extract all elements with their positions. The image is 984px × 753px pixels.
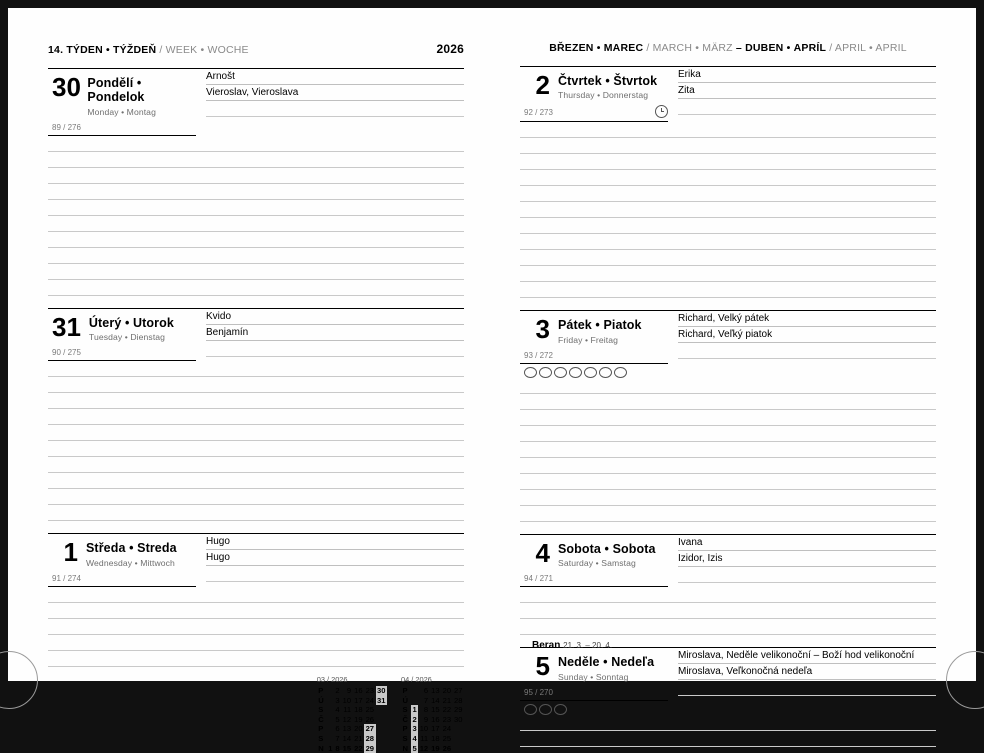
weekday-label: Č (401, 715, 411, 725)
note-line[interactable] (206, 566, 464, 582)
note-line[interactable] (48, 152, 464, 168)
note-line[interactable] (48, 473, 464, 489)
day-name-cz: Úterý • Utorok (89, 316, 174, 330)
month-2-sk: APRÍL (794, 42, 827, 54)
weekday-label: N (317, 744, 327, 753)
right-page-header (520, 42, 936, 54)
week-number-en: WEEK (166, 44, 198, 56)
note-line[interactable] (520, 250, 936, 266)
day-name-en: Thursday • Donnerstag (558, 90, 657, 100)
day-number-column (48, 309, 196, 361)
note-line[interactable] (678, 343, 936, 359)
mini-calendar-april (401, 675, 464, 753)
weekday-label: S (401, 705, 411, 715)
mini-calendar-march (317, 675, 387, 753)
weekday-label: S (401, 734, 411, 744)
note-line[interactable] (48, 457, 464, 473)
nameday-column (196, 534, 464, 586)
nameday-column (196, 309, 464, 361)
note-line[interactable] (48, 248, 464, 264)
note-lines[interactable] (520, 378, 936, 522)
day-of-year-rule (48, 135, 196, 136)
month-1-de: MÄRZ (702, 42, 733, 54)
planner-spread (8, 8, 976, 681)
day-name-cz: Čtvrtek • Štvrtok (558, 74, 657, 88)
note-line[interactable] (48, 264, 464, 280)
mini-row: P 3 10 17 24 (401, 724, 464, 734)
month-1-sk: MAREC (604, 42, 644, 54)
nameday-cz: Arnošt (206, 69, 464, 85)
day-number: 5 (520, 648, 558, 679)
note-line[interactable] (520, 154, 936, 170)
week-number-sk: TÝŽDEŇ (113, 44, 156, 56)
weekday-label: Ú (401, 696, 411, 706)
mini-row: S 4 11 18 25 (401, 734, 464, 744)
note-line[interactable] (520, 170, 936, 186)
note-line[interactable] (520, 234, 936, 250)
weekday-label: P (317, 686, 327, 696)
note-lines[interactable] (520, 122, 936, 298)
week-number-cz: 14. TÝDEN (48, 44, 103, 56)
moon-phase-icon (524, 704, 537, 715)
note-line[interactable] (520, 410, 936, 426)
nameday-cz: Hugo (206, 534, 464, 550)
day-of-year-rule (48, 586, 196, 587)
moon-phase-icon (539, 367, 552, 378)
nameday-sk: Miroslava, Veľkonočná nedeľa (678, 664, 936, 680)
mini-calendar-table (317, 686, 387, 753)
note-line[interactable] (48, 216, 464, 232)
day-block-saturday (520, 534, 936, 635)
mini-row: P 2 9 16 23 30 (317, 686, 387, 696)
header-separator-4: • (869, 42, 873, 54)
day-name-en: Saturday • Samstag (558, 558, 656, 568)
mini-row: S 4 11 18 25 (317, 705, 387, 715)
month-2-cz: DUBEN (745, 42, 783, 54)
day-of-year: 94 / 271 (520, 574, 668, 583)
day-name-en: Friday • Freitag (558, 335, 642, 345)
day-name-en: Monday • Montag (87, 107, 196, 117)
note-line[interactable] (678, 99, 936, 115)
header-separator: • (597, 42, 601, 54)
note-line[interactable] (48, 136, 464, 152)
note-line[interactable] (48, 603, 464, 619)
note-line[interactable] (520, 458, 936, 474)
note-line[interactable] (48, 635, 464, 651)
month-range-dash: – (736, 42, 742, 54)
clock-icon (655, 105, 668, 118)
note-line[interactable] (520, 282, 936, 298)
mini-calendar-caption: 03 / 2026 (317, 675, 387, 685)
mini-row: P 6 13 20 27 (317, 724, 387, 734)
note-line[interactable] (678, 680, 936, 696)
nameday-sk: Benjamín (206, 325, 464, 341)
day-number: 31 (48, 309, 89, 340)
day-name-cz: Pondělí • Pondelok (87, 76, 196, 105)
moon-phase-icon (539, 704, 552, 715)
left-page (8, 8, 492, 681)
month-2-de: APRIL (875, 42, 906, 54)
note-lines[interactable] (520, 587, 936, 635)
page-corner-arc (0, 651, 38, 709)
mini-row: P 6 13 20 27 (401, 686, 464, 696)
moon-phase-icon (554, 704, 567, 715)
note-line[interactable] (48, 587, 464, 603)
day-block-friday (520, 310, 936, 521)
moon-phase-icon (599, 367, 612, 378)
nameday-sk: Hugo (206, 550, 464, 566)
day-of-year-rule (48, 360, 196, 361)
nameday-column (668, 67, 936, 122)
weekday-label: S (317, 705, 327, 715)
header-slash-2: / (829, 42, 832, 54)
note-line[interactable] (48, 619, 464, 635)
day-name-cz: Neděle • Nedeľa (558, 655, 654, 669)
nameday-column (668, 648, 936, 714)
day-number-column (48, 69, 196, 136)
note-line[interactable] (520, 218, 936, 234)
page-corner-arc (946, 651, 984, 709)
mini-row: S 7 14 21 28 (317, 734, 387, 744)
day-number-column (520, 535, 668, 587)
left-page-header (48, 42, 464, 56)
mini-calendar-table (401, 686, 464, 753)
year-label: 2026 (437, 42, 465, 56)
day-number: 4 (520, 535, 558, 566)
day-of-year: 95 / 270 (520, 688, 668, 697)
weekday-label: Ú (317, 696, 327, 706)
note-line[interactable] (48, 505, 464, 521)
zodiac-sign (532, 640, 612, 651)
nameday-column (668, 311, 936, 377)
day-of-year: 89 / 276 (48, 123, 196, 132)
day-name-cz: Pátek • Piatok (558, 318, 642, 332)
header-slash: / (646, 42, 649, 54)
day-of-year-rule (520, 700, 668, 701)
zodiac-range: 21. 3. – 20. 4. (563, 641, 612, 650)
note-line[interactable] (48, 200, 464, 216)
day-number-column (520, 648, 668, 714)
note-line[interactable] (678, 567, 936, 583)
day-name-cz: Středa • Streda (86, 541, 177, 555)
note-line[interactable] (48, 232, 464, 248)
nameday-cz: Miroslava, Neděle velikonoční – Boží hod velikonoční (678, 648, 936, 664)
moon-phase-icons (520, 367, 668, 378)
nameday-cz: Erika (678, 67, 936, 83)
mini-row: N 5 12 19 26 (401, 744, 464, 753)
note-line[interactable] (520, 122, 936, 138)
nameday-column (668, 535, 936, 587)
day-of-year: 93 / 272 (520, 351, 668, 360)
note-line[interactable] (48, 280, 464, 296)
day-of-year-rule (520, 121, 668, 122)
note-line[interactable] (48, 361, 464, 377)
note-line[interactable] (48, 409, 464, 425)
mini-calendars (48, 675, 464, 753)
nameday-sk: Vieroslav, Vieroslava (206, 85, 464, 101)
note-line[interactable] (48, 377, 464, 393)
nameday-sk: Zita (678, 83, 936, 99)
header-separator-2: • (200, 44, 204, 56)
note-line[interactable] (520, 442, 936, 458)
note-line[interactable] (520, 506, 936, 522)
note-line[interactable] (48, 651, 464, 667)
header-separator-3: • (787, 42, 791, 54)
weekday-label: Č (317, 715, 327, 725)
zodiac-name: Beran (532, 640, 560, 651)
day-number-column (520, 311, 668, 377)
note-line[interactable] (206, 101, 464, 117)
month-2-en: APRIL (835, 42, 866, 54)
day-number: 30 (48, 69, 87, 100)
note-line[interactable] (206, 341, 464, 357)
note-line[interactable] (520, 619, 936, 635)
day-block-wednesday (48, 533, 464, 666)
day-name-cz: Sobota • Sobota (558, 542, 656, 556)
note-line[interactable] (48, 489, 464, 505)
day-of-year-rule (520, 586, 668, 587)
header-slash: / (159, 44, 162, 56)
day-of-year-rule (520, 363, 668, 364)
nameday-cz: Kvido (206, 309, 464, 325)
nameday-cz: Ivana (678, 535, 936, 551)
day-block-thursday (520, 66, 936, 298)
day-of-year: 91 / 274 (48, 574, 196, 583)
mini-row: Č 2 9 16 23 30 (401, 715, 464, 725)
note-line[interactable] (48, 425, 464, 441)
note-line[interactable] (48, 168, 464, 184)
note-line[interactable] (520, 394, 936, 410)
nameday-cz: Richard, Velký pátek (678, 311, 936, 327)
note-line[interactable] (520, 266, 936, 282)
weekday-label: N (401, 744, 411, 753)
note-line[interactable] (48, 441, 464, 457)
week-number-de: WOCHE (208, 44, 249, 56)
note-line[interactable] (520, 731, 936, 747)
note-line[interactable] (520, 426, 936, 442)
moon-phase-icon (584, 367, 597, 378)
month-1-en: MARCH (653, 42, 693, 54)
weekday-label: S (317, 734, 327, 744)
note-line[interactable] (520, 186, 936, 202)
moon-phase-icon (554, 367, 567, 378)
weekday-label: P (401, 724, 411, 734)
day-number-column (48, 534, 196, 586)
day-block-tuesday (48, 308, 464, 521)
nameday-sk: Izidor, Izis (678, 551, 936, 567)
note-line[interactable] (48, 184, 464, 200)
weekday-label: P (401, 686, 411, 696)
note-lines[interactable] (48, 136, 464, 296)
note-line[interactable] (48, 393, 464, 409)
right-page (492, 8, 976, 681)
note-lines[interactable] (48, 361, 464, 521)
day-of-year: 92 / 273 (520, 108, 553, 117)
nameday-column (196, 69, 464, 136)
month-1-cz: BŘEZEN (549, 42, 593, 54)
mini-row: S 1 8 15 22 29 (401, 705, 464, 715)
mini-row: N 1 8 15 22 29 (317, 744, 387, 753)
moon-phase-icon (569, 367, 582, 378)
mini-calendar-caption: 04 / 2026 (401, 675, 464, 685)
note-line[interactable] (520, 378, 936, 394)
day-number: 2 (520, 67, 558, 98)
day-block-sunday (520, 647, 936, 746)
note-lines[interactable] (520, 715, 936, 747)
mini-row: Ú 3 10 17 24 31 (317, 696, 387, 706)
note-line[interactable] (520, 474, 936, 490)
mini-row: Ú 7 14 21 28 (401, 696, 464, 706)
header-separator: • (106, 44, 110, 56)
note-lines[interactable] (48, 587, 464, 667)
day-of-year: 90 / 275 (48, 348, 196, 357)
note-line[interactable] (520, 587, 936, 603)
moon-phase-icon (524, 367, 537, 378)
weekday-label: P (317, 724, 327, 734)
mini-row: Č 5 12 19 26 (317, 715, 387, 725)
day-name-en: Sunday • Sonntag (558, 672, 654, 682)
day-number-column (520, 67, 668, 122)
note-line[interactable] (520, 490, 936, 506)
day-name-en: Tuesday • Dienstag (89, 332, 174, 342)
note-line[interactable] (520, 603, 936, 619)
day-number: 1 (48, 534, 86, 565)
header-separator-2: • (695, 42, 699, 54)
nameday-sk: Richard, Veľký piatok (678, 327, 936, 343)
moon-phase-icons (520, 704, 668, 715)
note-line[interactable] (520, 715, 936, 731)
note-line[interactable] (520, 202, 936, 218)
note-line[interactable] (520, 138, 936, 154)
moon-phase-icon (614, 367, 627, 378)
day-name-en: Wednesday • Mittwoch (86, 558, 177, 568)
day-number: 3 (520, 311, 558, 342)
day-block-monday (48, 68, 464, 296)
